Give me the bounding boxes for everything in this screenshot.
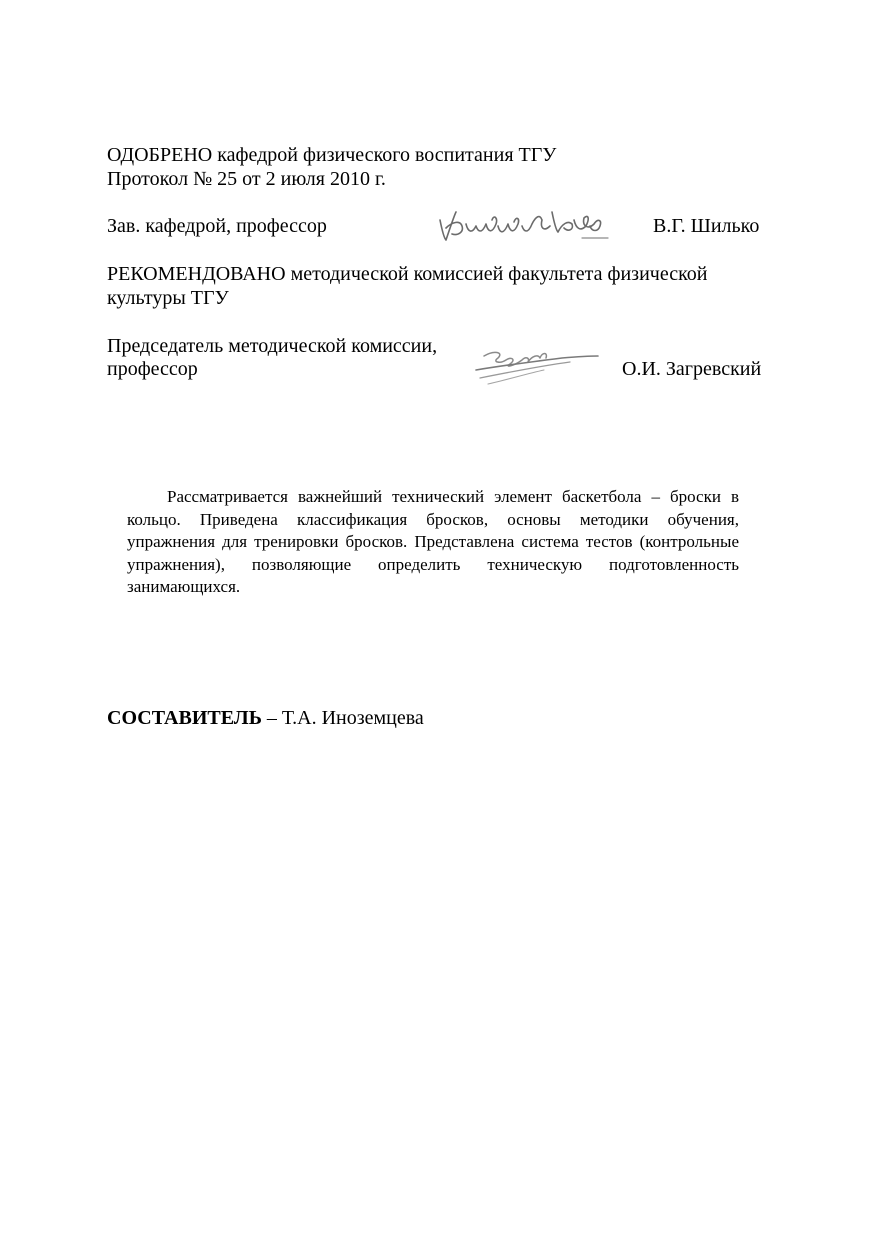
head-signature-image bbox=[432, 198, 622, 248]
abstract-paragraph: Рассматривается важнейший технический элемент баскетбола – броски в кольцо. Приведена классификация бросков, основы методики обучения, упражнения для тренировки бросков. Представлена система тестов (контрольные упражнения), позволяющие определить техническую подготовленность занимающихся. bbox=[127, 487, 739, 596]
recommendation-line-2: культуры ТГУ bbox=[107, 287, 229, 309]
head-name: В.Г. Шилько bbox=[653, 215, 760, 237]
approval-line: ОДОБРЕНО кафедрой физического воспитания ТГУ bbox=[107, 144, 557, 166]
compiler-label: СОСТАВИТЕЛЬ bbox=[107, 707, 262, 729]
chair-signature-image bbox=[470, 340, 605, 390]
chair-role-line-2: профессор bbox=[107, 358, 198, 380]
protocol-line: Протокол № 25 от 2 июля 2010 г. bbox=[107, 168, 386, 190]
compiler-separator: – bbox=[261, 707, 282, 729]
compiler-name: Т.А. Иноземцева bbox=[281, 707, 424, 729]
chair-role-line-1: Председатель методической комиссии, bbox=[107, 335, 438, 357]
compiler-line bbox=[107, 706, 424, 730]
recommendation-line-1: РЕКОМЕНДОВАНО методической комиссией факультета физической bbox=[107, 263, 708, 285]
chair-name: О.И. Загревский bbox=[622, 358, 762, 380]
head-role: Зав. кафедрой, профессор bbox=[107, 215, 327, 237]
